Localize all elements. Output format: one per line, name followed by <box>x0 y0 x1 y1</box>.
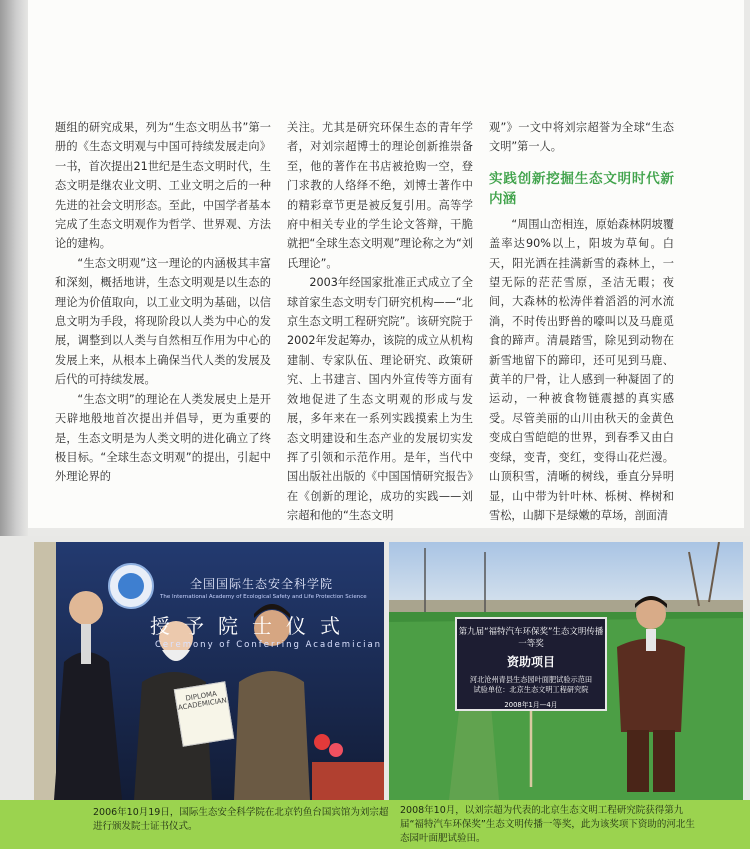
banner-subtitle: The International Academy of Ecological Safety and Life Protection Science <box>160 594 367 600</box>
sign-line <box>457 675 605 695</box>
paragraph: 2003年经国家批准正式成立了全球首家生态文明专门研究机构——“北京生态文明工程研究院”。该研究院于2002年发起筹办，该院的成立从机构建制、专家队伍、理论研究、政策研究、上书建言、国内外宣传等方面有效地促进了生态文明观的形成与发展，多年来在一系列实践摸索上为生态文明建设和生态产业的发展切实发挥了引领和示范作用。是年，当代中国出版社出版的《中国国情研究报告》在《创新的理论，成功的实践——刘宗超和他的“生态文明 <box>287 276 473 523</box>
paragraph: 题组的研究成果，列为“生态文明丛书”第一册的《生态文明观与中国可持续发展走向》一书，首次提出21世纪是生态文明时代，生态文明是继农业文明、工业文明之后的一种先进的社会文明形态。至此，中国学者基本完成了生态文明观作为哲学、世界观、方法论的建构。 <box>55 121 271 251</box>
project-signboard <box>455 617 607 711</box>
section-heading: 实践创新挖掘生态文明时代新内涵 <box>489 170 674 207</box>
article-column-2 <box>287 118 473 526</box>
banner-ceremony-subtitle: Ceremony of Conferring Academician <box>155 640 383 650</box>
sign-main-text: 资助项目 <box>506 655 555 669</box>
banner-title: 全国国际生态安全科学院 <box>190 577 334 591</box>
article-column-1 <box>55 118 271 487</box>
paragraph: “生态文明”的理论在人类发展史上是开天辟地般地首次提出并倡导，更为重要的是，生态文明是为人类文明的进化确立了终极目标。“全球生态文明观”的提出，引起中外理论界的 <box>55 392 271 484</box>
photo-caption-right: 2008年10月，以刘宗超为代表的北京生态文明工程研究院获得第九届“福特汽车环保奖”生态文明传播一等奖，此为该奖项下资助的河北生态园叶面肥试验田。 <box>400 805 695 844</box>
sign-line-1: 河北沧州青县生态园叶面肥试验示范田 <box>469 675 593 684</box>
sign-line-2: 试验单位：北京生态文明工程研究院 <box>473 685 589 694</box>
photo-caption-left: 2006年10月19日，国际生态安全科学院在北京钓鱼台国宾馆为刘宗超进行颁发院士证书仪式。 <box>93 807 389 832</box>
article-column-3 <box>489 118 674 525</box>
certificate: DIPLOMA ACADEMICIAN <box>174 681 234 746</box>
banner-ceremony-title: 授予院士仪式 <box>150 614 354 638</box>
sign-title: 第九届“福特汽车环保奖”生态文明传播一等奖 <box>458 627 604 649</box>
paragraph: 关注。尤其是研究环保生态的青年学者，对刘宗超博士的理论创新推崇备至，他的著作在书店被抢购一空，登门求教的人络绎不绝，刘博士著作中的精彩章节更是被反复引用。高等学府中相关专业的学生论文答辩，干脆就把“全球生态文明观”理论称之为“刘氏理论”。 <box>287 121 473 270</box>
sign-date: 2008年1月—4月 <box>504 701 558 709</box>
paragraph: 观”》一文中将刘宗超誉为全球“生态文明”第一人。 <box>489 121 674 154</box>
paragraph: “周围山峦相连，原始森林阴坡覆盖率达90%以上，阳坡为草甸。白天，阳光洒在挂满新雪的森林上，一望无际的茫茫雪原，圣洁无暇；夜间，大森林的松涛伴着滔滔的河水流淌，不时传出野兽的嚎叫以及马鹿觅食的蹄声。清晨踏雪，除见到动物在新雪地留下的蹄印，还可见到马鹿、黄羊的尸骨，让人感到一种凝固了的运动，一种被食物链震撼的真实感受。尽管美丽的山川由秋天的金黄色变成白雪皑皑的世界，到春季又由白变绿，变青，变红，变得山花烂漫。山顶积雪，清晰的树线，垂直分异明显，山中带为针叶林、栎树、桦树和雪松，山脚下是绿嫩的草场，剖面清 <box>489 217 674 522</box>
paragraph: “生态文明观”这一理论的内涵极其丰富和深刻，概括地讲，生态文明观是以生态的理论为价值取向，以工业文明为基础，以信息文明为手段，将现阶段以人类为中心的发展，调整到以人类与自然相互作用为中心的发展上来，从根本上确保当代人类的发展及后代的可持续发展。 <box>55 256 271 387</box>
